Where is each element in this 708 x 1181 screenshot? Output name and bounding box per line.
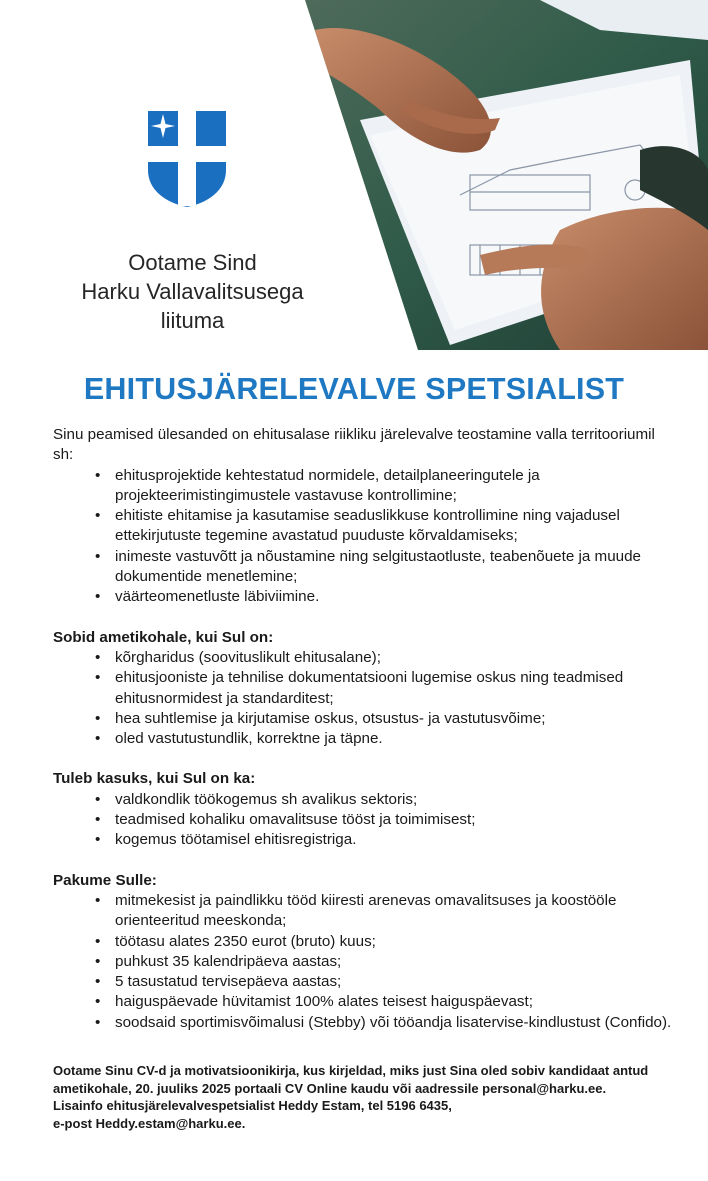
list-item: • kõrgharidus (soovituslikult ehitusalane); — [115, 648, 673, 668]
advantages-list — [53, 790, 673, 851]
application-instructions: Ootame Sinu CV-d ja motivatsioonikirja, kus kirjeldad, miks just Sina oled sobiv kandidaat antud ametikohale, 20. juuliks 2025 portaali CV Online kaudu või aadressile personal@harku.ee. — [53, 1063, 649, 1096]
offer-heading: Pakume Sulle: — [53, 871, 157, 889]
list-item: • hea suhtlemise ja kirjutamise oskus, otsustus- ja vastutusvõime; — [115, 709, 673, 729]
offer-list — [53, 891, 673, 1033]
list-item: • ehitiste ehitamise ja kasutamise seaduslikkuse kontrollimine ning vajadusel ettekirjutuste tegemine avastatud puuduste kõrvaldamiseks; — [115, 506, 673, 547]
list-item: • puhkust 35 kalendripäeva aastas; — [115, 952, 673, 972]
job-description — [53, 425, 673, 1033]
list-item: • väärteomenetluste läbiviimine. — [115, 587, 673, 607]
list-item: • kogemus töötamisel ehitisregistriga. — [115, 830, 673, 850]
list-item: • valdkondlik töökogemus sh avalikus sektoris; — [115, 790, 673, 810]
list-item: • mitmekesist ja paindlikku tööd kiiresti arenevas omavalitsuses ja koostööle orienteeritud meeskonda; — [115, 891, 673, 932]
job-title: EHITUSJÄRELEVALVE SPETSIALIST — [83, 372, 625, 406]
requirements-list — [53, 648, 673, 749]
invite-line-1: Ootame Sind — [128, 250, 257, 275]
application-info — [53, 1062, 673, 1132]
list-item: • teadmised kohaliku omavalitsuse tööst ja toimimisest; — [115, 810, 673, 830]
contact-line: Lisainfo ehitusjärelevalvespetsialist Heddy Estam, tel 5196 6435, — [53, 1098, 452, 1113]
list-item: • ehitusjooniste ja tehnilise dokumentatsiooni lugemise oskus ning teadmised ehitusnormidest ja standarditest; — [115, 668, 673, 709]
invite-line-2: Harku Vallavalitsusega — [81, 279, 304, 304]
list-item: • soodsaid sportimisvõimalusi (Stebby) või tööandja lisatervise-kindlustust (Confido). — [115, 1013, 673, 1033]
harku-coat-of-arms-icon — [145, 108, 229, 210]
requirements-heading: Sobid ametikohale, kui Sul on: — [53, 628, 274, 646]
contact-email-line: e-post Heddy.estam@harku.ee. — [53, 1115, 246, 1131]
duties-list — [53, 466, 673, 608]
advantages-heading: Tuleb kasuks, kui Sul on ka: — [53, 770, 256, 788]
list-item: • ehitusprojektide kehtestatud normidele, detailplaneeringutele ja projekteerimistingimustele vastavuse kontrollimine; — [115, 466, 673, 507]
list-item: • inimeste vastuvõtt ja nõustamine ning selgitustaotluste, teabenõuete ja muude dokumentide menetlemine; — [115, 547, 673, 588]
list-item: • oled vastutustundlik, korrektne ja täpne. — [115, 729, 673, 749]
list-item: • töötasu alates 2350 eurot (bruto) kuus; — [115, 932, 673, 952]
list-item: • haiguspäevade hüvitamist 100% alates teisest haiguspäevast; — [115, 992, 673, 1012]
list-item: • 5 tasustatud tervisepäeva aastas; — [115, 972, 673, 992]
invite-text — [40, 248, 345, 335]
header — [0, 0, 708, 350]
duties-intro: Sinu peamised ülesanded on ehitusalase riikliku järelevalve teostamine valla territooriumil sh: — [53, 426, 655, 464]
invite-line-3: liituma — [160, 308, 225, 333]
